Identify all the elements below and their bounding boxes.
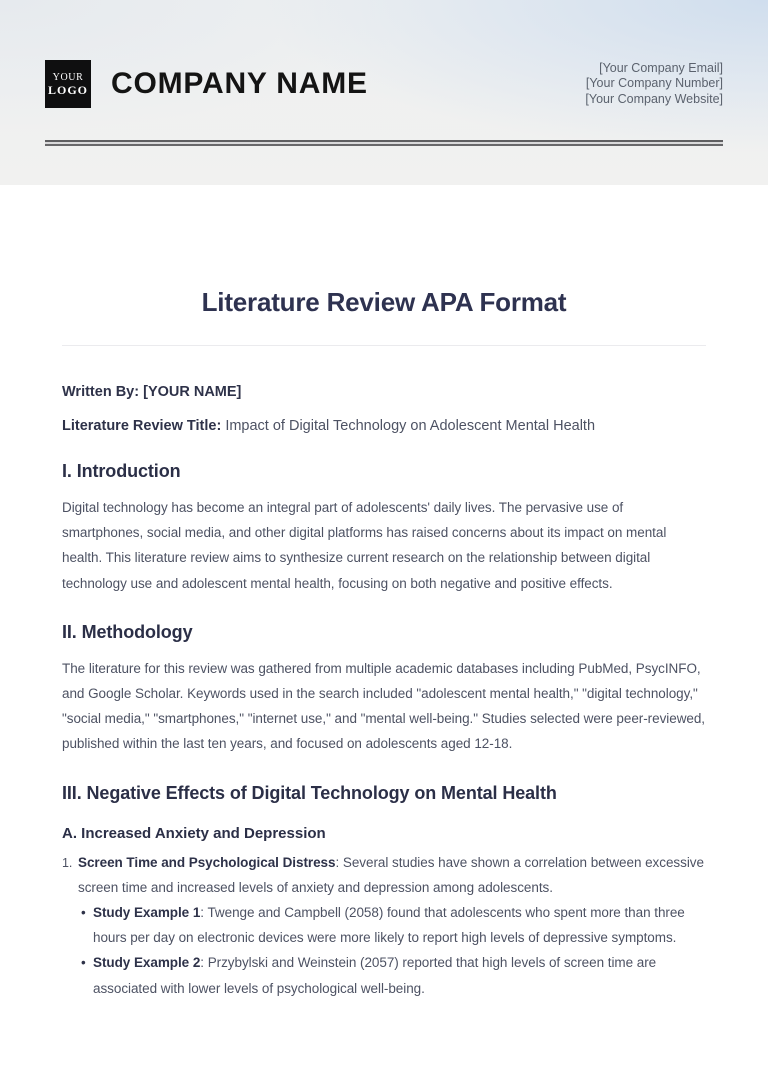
- review-title-line: [62, 418, 706, 435]
- bullet-icon: •: [81, 905, 86, 921]
- bullet-item-text: : Przybylski and Weinstein (2057) reported that high levels of screen time are associated with lower levels of psychological well-being.: [93, 955, 657, 996]
- numbered-item-label: Screen Time and Psychological Distress: [78, 854, 336, 870]
- company-email: [Your Company Email]: [599, 60, 723, 75]
- subsection-heading-anxiety-depression: A. Increased Anxiety and Depression: [62, 824, 326, 842]
- document-content: [0, 185, 768, 1001]
- section-heading-methodology: II. Methodology: [62, 621, 193, 642]
- company-logo: [45, 60, 91, 108]
- section-body-introduction: Digital technology has become an integral part of adolescents' daily lives. The pervasive use of smartphones, social media, and other digital platforms has raised concerns about its impact on mental health. This literature review aims to synthesize current research on the relationship between digital technology use and adolescent mental health, focusing on both negative and positive effects.: [62, 500, 667, 591]
- logo-text-line1: YOUR: [52, 71, 84, 83]
- letterhead-row: [45, 0, 723, 108]
- company-contact-block: [585, 61, 723, 108]
- logo-text-line2: LOGO: [47, 82, 88, 97]
- bullet-icon: •: [81, 955, 86, 971]
- list-number: 1.: [62, 855, 73, 870]
- section-body-methodology: The literature for this review was gathered from multiple academic databases including PubMed, PsycINFO, and Google Scholar. Keywords used in the search included "adolescent mental health," "digital technology," "social media," "smartphones," "internet use," and "mental well-being." Studies selected were peer-reviewed, published within the last ten years, and focused on adolescents aged 12-18.: [62, 660, 706, 752]
- company-website: [Your Company Website]: [585, 91, 723, 106]
- company-number: [Your Company Number]: [585, 76, 723, 91]
- written-by-label: Written By:: [62, 384, 140, 400]
- page-title: Literature Review APA Format: [201, 287, 567, 317]
- section-heading-negative-effects: III. Negative Effects of Digital Technology on Mental Health: [62, 782, 557, 803]
- section-introduction: [62, 460, 706, 596]
- bullet-item-label: Study Example 1: [93, 905, 201, 921]
- letterhead-divider: [45, 140, 723, 146]
- written-by-line: [62, 384, 706, 401]
- review-title-label: Literature Review Title:: [62, 418, 222, 434]
- section-negative-effects: [62, 782, 706, 1001]
- written-by-value: [YOUR NAME]: [143, 384, 242, 400]
- section-methodology: [62, 621, 706, 757]
- numbered-item-text: : Several studies have shown a correlation between excessive screen time and increased levels of anxiety and depression among adolescents.: [78, 854, 704, 895]
- bullet-item-study-example-2: [81, 950, 706, 1000]
- section-heading-introduction: I. Introduction: [62, 461, 181, 481]
- bullet-item-label: Study Example 2: [93, 955, 201, 971]
- numbered-item-screen-time: [62, 850, 706, 900]
- letterhead: [0, 0, 768, 185]
- bullet-item-study-example-1: [81, 900, 706, 950]
- title-divider: [62, 345, 706, 346]
- company-name: COMPANY NAME: [111, 67, 368, 100]
- review-title-value: Impact of Digital Technology on Adolescent Mental Health: [225, 418, 596, 434]
- bullet-item-text: : Twenge and Campbell (2058) found that adolescents who spent more than three hours per day on electronic devices were more likely to report high levels of depressive symptoms.: [93, 905, 685, 946]
